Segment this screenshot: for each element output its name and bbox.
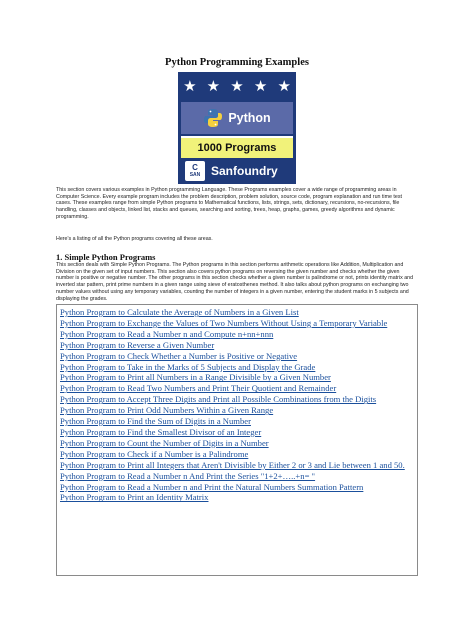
program-link[interactable]: Python Program to Read a Number n and Print the Natural Numbers Summation Pattern (60, 481, 364, 492)
list-item (60, 460, 414, 471)
list-item (60, 362, 414, 373)
list-item (60, 307, 414, 318)
program-link[interactable]: Python Program to Print Odd Numbers Within a Given Range (60, 405, 274, 416)
list-item (60, 449, 414, 460)
star-row (178, 72, 296, 100)
logo-letter: C (192, 163, 198, 172)
python-logo-icon (203, 108, 223, 128)
star-icon: ★ (277, 76, 291, 95)
program-links-box (56, 304, 418, 576)
section-description: This section deals with Simple Python Programs. The Python programs in this section performs arithmetic operations like Addition, Multiplication and Division on the given set of input numbers. This section also covers python programs on reversing the given number and checks whether the given number is positive or negative number. The other programs in this section checks whether a given number is palindrome or not, prints identity matrix and inverted star pattern, print prime numbers in a given range using sieve of eratosthenes method. It also talks about python programs on exchanging two number values without using any temporary variables, counting the number of integers in a given number, entering the student marks in 5 subjects and displaying the grades. (56, 262, 414, 302)
page-title: Python Programming Examples (165, 57, 309, 68)
python-label: Python (228, 111, 271, 125)
python-band (181, 102, 293, 134)
list-item (60, 383, 414, 394)
list-item (60, 405, 414, 416)
star-icon: ★ (183, 76, 197, 95)
star-icon: ★ (230, 76, 244, 95)
list-item (60, 482, 414, 493)
program-link[interactable]: Python Program to Reverse a Given Number (60, 339, 215, 350)
sanfoundry-logo-icon (185, 161, 205, 181)
program-link[interactable]: Python Program to Find the Sum of Digits in a Number (60, 416, 251, 427)
list-item (60, 351, 414, 362)
program-link[interactable]: Python Program to Print all Integers that Aren't Divisible by Either 2 or 3 and Lie between 1 and 50. (60, 459, 405, 470)
program-link[interactable]: Python Program to Check Whether a Number is Positive or Negative (60, 350, 298, 361)
list-item (60, 438, 414, 449)
program-link[interactable]: Python Program to Read a Number n and Compute n+nn+nnn (60, 328, 274, 339)
program-link[interactable]: Python Program to Read Two Numbers and Print Their Quotient and Remainder (60, 383, 337, 394)
program-link[interactable]: Python Program to Print an Identity Matrix (60, 492, 209, 503)
section-heading: 1. Simple Python Programs (56, 252, 156, 262)
program-link[interactable]: Python Program to Print all Numbers in a Range Divisible by a Given Number (60, 372, 331, 383)
program-link[interactable]: Python Program to Exchange the Values of Two Numbers Without Using a Temporary Variable (60, 317, 388, 328)
program-links-list (60, 307, 414, 503)
brand-band (181, 160, 293, 182)
program-link[interactable]: Python Program to Check if a Number is a Palindrome (60, 448, 249, 459)
list-item (60, 471, 414, 482)
list-item (60, 427, 414, 438)
program-link[interactable]: Python Program to Read a Number n And Print the Series "1+2+…..+n= " (60, 470, 316, 481)
intro-paragraph: This section covers various examples in Python programming Language. These Programs examples cover a wide range of programming areas in Computer Science. Every example program includes the problem description, problem solution, source code, program explanation and run time test cases. These examples range from simple Python programs to Mathematical functions, lists, strings, sets, dictionary, recursions, no-recursions, file handling, classes and objects, linked list, stacks and queues, searching and sorting, trees, heap, graphs, games, greedy algorithms and dynamic programming. (56, 187, 402, 220)
list-item (60, 372, 414, 383)
star-icon: ★ (206, 76, 221, 95)
program-link[interactable]: Python Program to Calculate the Average of Numbers in a Given List (60, 307, 299, 317)
programs-band: 1000 Programs (181, 136, 293, 158)
program-link[interactable]: Python Program to Find the Smallest Divisor of an Integer (60, 426, 262, 437)
listing-note: Here's a listing of all the Python programs covering all these areas. (56, 236, 213, 242)
list-item (60, 416, 414, 427)
program-link[interactable]: Python Program to Accept Three Digits and Print all Possible Combinations from the Digits (60, 394, 377, 405)
sanfoundry-banner (178, 72, 296, 184)
list-item (60, 318, 414, 329)
list-item (60, 492, 414, 503)
star-icon: ★ (253, 76, 268, 95)
brand-name: Sanfoundry (211, 164, 278, 178)
logo-text: SAN (189, 172, 201, 178)
list-item (60, 394, 414, 405)
list-item (60, 340, 414, 351)
program-link[interactable]: Python Program to Count the Number of Digits in a Number (60, 437, 269, 448)
program-link[interactable]: Python Program to Take in the Marks of 5 Subjects and Display the Grade (60, 361, 316, 372)
list-item (60, 329, 414, 340)
